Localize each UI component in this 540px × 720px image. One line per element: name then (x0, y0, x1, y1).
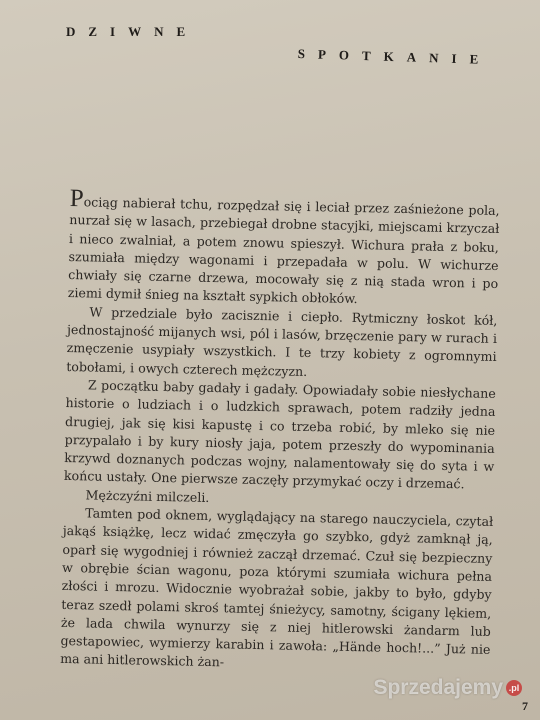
paragraph-4: Mężczyźni milczeli. (85, 487, 210, 505)
watermark-text: Sprzedajemy (373, 676, 503, 699)
paragraph-3: Z początku baby gadały i gadały. Opowiadały sobie niesłychane historie o ludziach i o ludzkich sprawach, potem radziły jedna drugiej, jak się kisi kapustę i co trzeba robić, by mleko się nie przypalało i by kury niosły jaja, potem przeszły do wypominania krzywd doznanych podczas wojny, nalamentowały się do syta i w końcu ustały. One pierwsze zaczęły przymykać oczy i drzemać. (63, 377, 496, 492)
page-number: 7 (522, 699, 528, 713)
paragraph-1-text: ociąg nabierał tchu, rozpędzał się i leciał przez zaśnieżone pola, nurzał się w lasach, przebiegał drobne stacyjki, miejscami krzyczał i nieco zwalniał, a potem znowu spieszył. Wichura prała z boku, szumiała między wagonami i przepadała w polu. W wichurze chwiały się czarne drzewa, mocowały się z nią stada wron i po ziemi dymił śnieg na kształt sypkich obłoków. (67, 194, 500, 307)
paragraph-5: Tamten pod oknem, wyglądający na starego nauczyciela, czytał jakąś książkę, lecz widać zmęczyła go szybko, gdyż zamknął ją, oparł się wygodniej i również zaczął drzemać. Czuł się bezpieczny w obrębie ścian wagonu, poza którymi szumiała wichura pełna złości i mrozu. Widocznie wyobrażał sobie, jakby to było, gdyby teraz szedł polami skroś tamtej śnieżycy, samotny, ścigany lękiem, że lada chwila wynurzy się z niej hitlerowski żandarm lub gestapowiec, wymierzy karabin i zawoła: „Hände hoch!...” Już nie ma ani hitlerowskich żan- (60, 505, 494, 670)
drop-cap: P (69, 185, 85, 213)
paragraph-1 (67, 185, 500, 312)
watermark-badge: .pl (506, 680, 522, 696)
paragraph-2: W przedziale było zacisznie i ciepło. Rytmiczny łoskot kół, jednostajność mijanych wsi, pól i lasów, brzęczenie pary w rurach i zmęczenie usypiały wszystkich. I te trzy kobiety z ogromnymi tobołami, i owych czterech mężczyzn. (66, 304, 498, 379)
watermark-logo (373, 676, 522, 700)
chapter-title-part-1: DZIWNE (66, 24, 199, 39)
chapter-body (60, 185, 500, 678)
chapter-title-part-2: SPOTKANIE (297, 46, 492, 68)
